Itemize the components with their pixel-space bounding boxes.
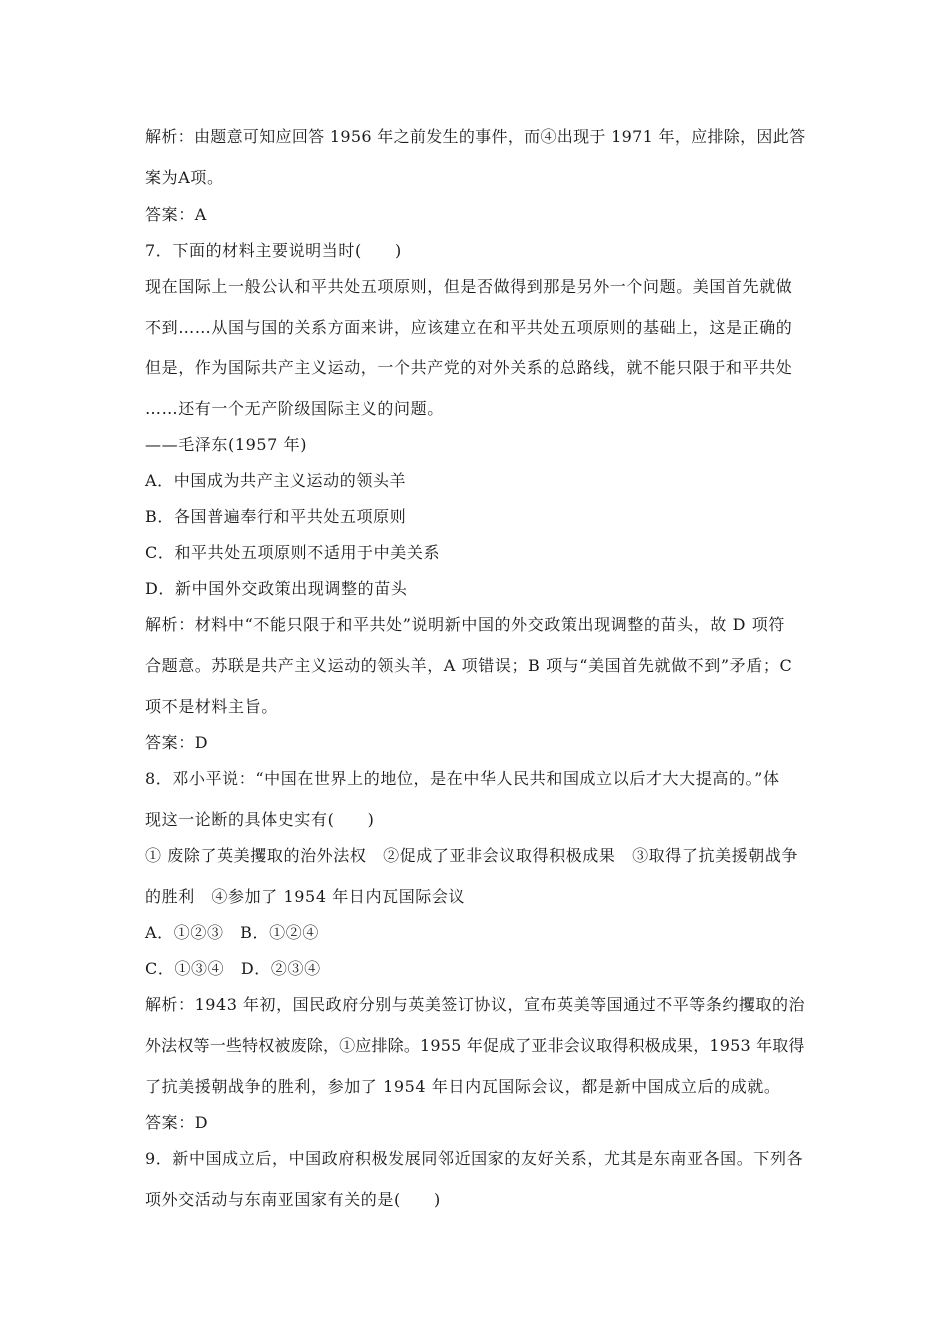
question-9-stem-line-1: 9．新中国成立后，中国政府积极发展同邻近国家的友好关系，尤其是东南亚各国。下列各 (145, 1149, 804, 1168)
answer-q6: 答案：A (145, 205, 207, 224)
material-line-3: 但是，作为国际共产主义运动，一个共产党的对外关系的总路线，就不能只限于和平共处 (145, 358, 793, 377)
analysis-q6-line-1: 解析：由题意可知应回答 1956 年之前发生的事件，而④出现于 1971 年，应排除，因此答 (145, 127, 806, 146)
analysis-q8-line-2: 外法权等一些特权被废除，①应排除。1955 年促成了亚非会议取得积极成果，1953 年取得 (145, 1036, 805, 1055)
question-7-stem: 7．下面的材料主要说明当时( ) (145, 241, 402, 260)
question-9-stem-line-2: 项外交活动与东南亚国家有关的是( ) (145, 1190, 441, 1209)
question-7-option-a: A．中国成为共产主义运动的领头羊 (145, 471, 407, 490)
answer-q7: 答案：D (145, 733, 209, 752)
question-8-items-line-1: ① 废除了英美攫取的治外法权 ②促成了亚非会议取得积极成果 ③取得了抗美援朝战争 (145, 846, 799, 865)
analysis-q8-line-3: 了抗美援朝战争的胜利，参加了 1954 年日内瓦国际会议，都是新中国成立后的成就。 (145, 1077, 781, 1096)
question-8-options-cd: C．①③④ D．②③④ (145, 959, 321, 978)
material-line-4: ……还有一个无产阶级国际主义的问题。 (145, 399, 444, 418)
answer-q8: 答案：D (145, 1113, 209, 1132)
material-source: ——毛泽东(1957 年) (145, 435, 308, 454)
question-8-stem-line-2: 现这一论断的具体史实有( ) (145, 810, 375, 829)
analysis-q6-line-2: 案为A项。 (145, 168, 224, 187)
question-8-options-ab: A．①②③ B．①②④ (145, 923, 319, 942)
question-7-option-b: B．各国普遍奉行和平共处五项原则 (145, 507, 407, 526)
analysis-q7-line-1: 解析：材料中“不能只限于和平共处”说明新中国的外交政策出现调整的苗头，故 D 项符 (145, 615, 785, 634)
question-8-stem-line-1: 8．邓小平说：“中国在世界上的地位，是在中华人民共和国成立以后才大大提高的。”体 (145, 769, 780, 788)
analysis-q7-line-2: 合题意。苏联是共产主义运动的领头羊，A 项错误；B 项与“美国首先就做不到”矛盾；C (145, 656, 793, 675)
question-8-items-line-2: 的胜利 ④参加了 1954 年日内瓦国际会议 (145, 887, 466, 906)
analysis-q7-line-3: 项不是材料主旨。 (145, 697, 278, 716)
material-line-2: 不到……从国与国的关系方面来讲，应该建立在和平共处五项原则的基础上，这是正确的 (145, 318, 793, 337)
material-line-1: 现在国际上一般公认和平共处五项原则，但是否做得到那是另外一个问题。美国首先就做 (145, 277, 793, 296)
question-7-option-d: D．新中国外交政策出现调整的苗头 (145, 579, 408, 598)
analysis-q8-line-1: 解析：1943 年初，国民政府分别与英美签订协议，宣布英美等国通过不平等条约攫取的治 (145, 995, 806, 1014)
question-7-option-c: C．和平共处五项原则不适用于中美关系 (145, 543, 441, 562)
